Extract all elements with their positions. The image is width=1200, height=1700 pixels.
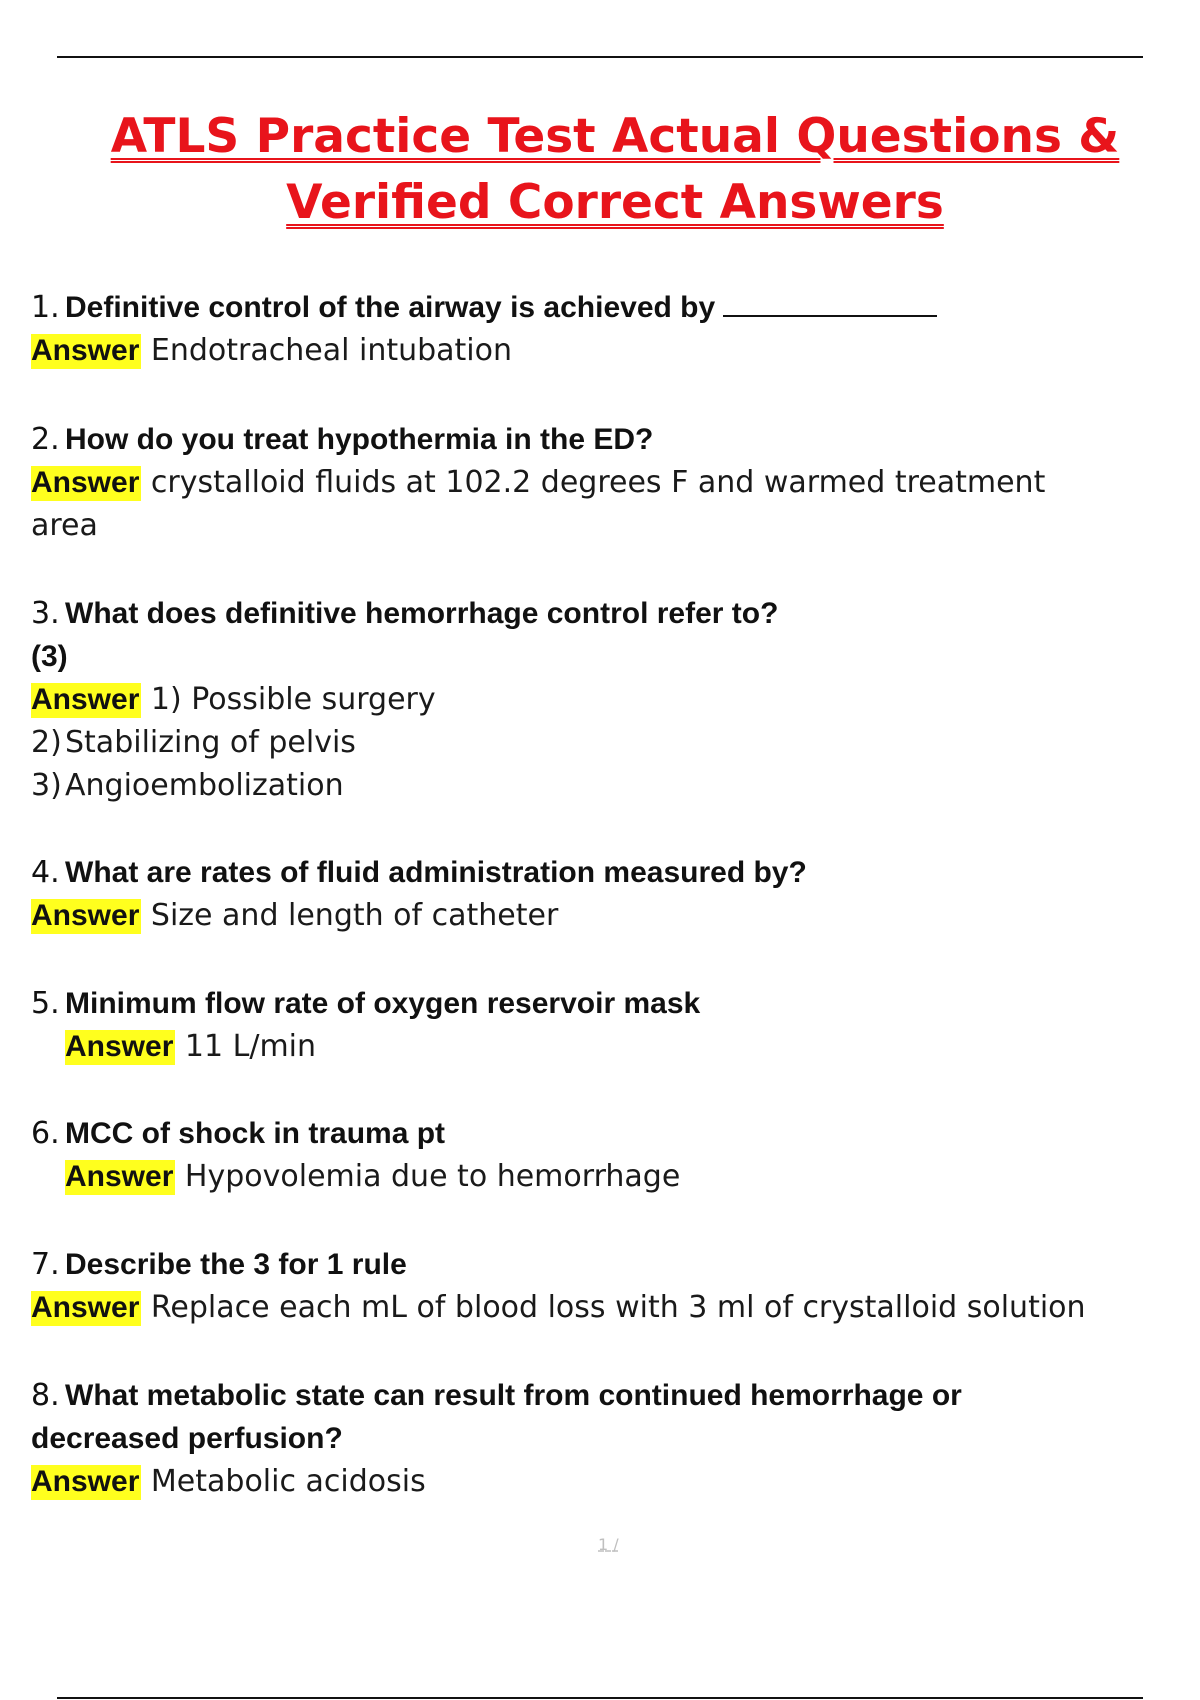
question-1 [31,286,1171,329]
answer-text: crystalloid fluids at 102.2 degrees F and warmed treatment [150,465,1046,500]
question-text: Definitive control of the airway is achieved by [65,291,716,324]
question-3-continued: (3) [31,640,68,673]
answer-item-text: Stabilizing of pelvis [65,725,356,760]
answer-text: Metabolic acidosis [150,1464,426,1499]
answer-label: Answer [31,1291,140,1324]
question-text: What are rates of fluid administration measured by? [65,856,807,889]
question-number: 8. [31,1378,60,1413]
page-title [60,104,1170,236]
question-7 [31,1243,1171,1286]
qa-item-7 [31,1243,1171,1329]
question-text: How do you treat hypothermia in the ED? [65,423,654,456]
question-8 [31,1374,1171,1417]
title-line-1: ATLS Practice Test Actual Questions & [110,109,1120,164]
answer-item-marker: 1) [150,682,182,717]
answer-3-item-2 [31,721,1171,764]
question-number: 1. [31,290,60,325]
answer-2-continued: area [31,508,98,543]
answer-text: 11 L/min [184,1029,317,1064]
question-4 [31,851,1171,894]
answer-6 [31,1155,1171,1198]
title-line-2: Verified Correct Answers [286,175,944,230]
question-6 [31,1112,1171,1155]
qa-item-4 [31,851,1171,937]
answer-text: Size and length of catheter [150,898,559,933]
question-number: 3. [31,596,60,631]
answer-text: Endotracheal intubation [150,333,513,368]
answer-item-marker: 3) [31,768,62,803]
qa-item-5 [31,982,1171,1068]
answer-3 [31,678,1171,721]
qa-item-6 [31,1112,1171,1198]
question-number: 7. [31,1247,60,1282]
question-text: MCC of shock in trauma pt [65,1117,446,1150]
question-number: 2. [31,422,60,457]
answer-label: Answer [31,1465,140,1498]
qa-item-1 [31,286,1171,372]
bottom-rule [57,1697,1143,1699]
answer-2 [31,461,1171,504]
answer-text: Replace each mL of blood loss with 3 ml of crystalloid solution [150,1290,1086,1325]
fill-in-blank [723,293,937,317]
question-number: 6. [31,1116,60,1151]
question-text: Minimum flow rate of oxygen reservoir mask [65,987,701,1020]
answer-item-text: Possible surgery [191,682,436,717]
question-5 [31,982,1171,1025]
qa-item-8 [31,1374,1171,1503]
answer-label: Answer [31,899,140,932]
answer-text: Hypovolemia due to hemorrhage [184,1159,681,1194]
question-8-continued: decreased perfusion? [31,1422,343,1455]
qa-item-3 [31,592,1171,807]
question-number: 5. [31,986,60,1021]
answer-item-marker: 2) [31,725,62,760]
question-number: 4. [31,855,60,890]
qa-item-2 [31,418,1171,547]
answer-label: Answer [65,1160,174,1193]
answer-label: Answer [31,334,140,367]
top-rule [57,56,1143,58]
answer-label: Answer [31,683,140,716]
answer-label: Answer [65,1030,174,1063]
answer-1 [31,329,1171,372]
answer-7 [31,1286,1171,1329]
answer-3-item-3 [31,764,1171,807]
answer-item-text: Angioembolization [65,768,344,803]
question-text: What does definitive hemorrhage control refer to? [65,597,779,630]
page-number: 1 / [598,1535,619,1554]
answer-5 [31,1025,1171,1068]
question-text: Describe the 3 for 1 rule [65,1248,407,1281]
question-2 [31,418,1171,461]
answer-8 [31,1460,1171,1503]
question-3 [31,592,1171,635]
answer-label: Answer [31,466,140,499]
question-text: What metabolic state can result from continued hemorrhage or [65,1379,962,1412]
answer-4 [31,894,1171,937]
